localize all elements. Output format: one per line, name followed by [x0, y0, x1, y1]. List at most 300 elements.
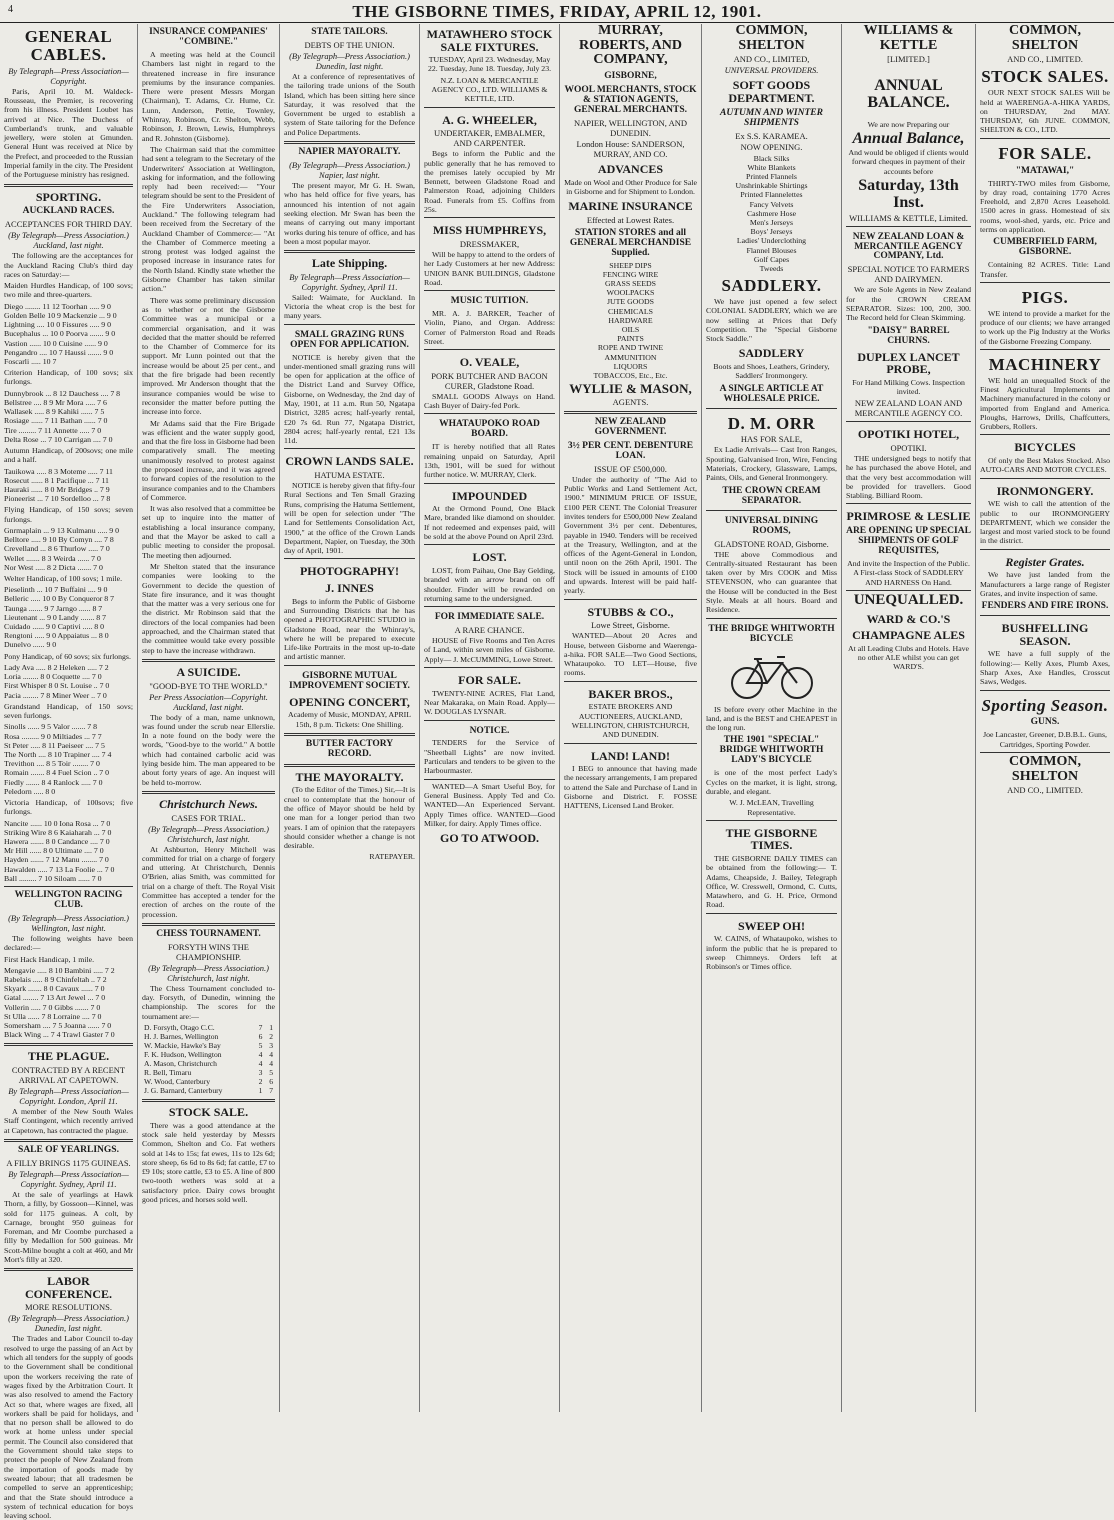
insurance-p4: Mr Adams said that the Fire Brigade was efficient and the water supply good, and that the fire loss in Gisborne had been comparatively small. The meeting unanimously resolved to protest against the proposed increase, and it was agreed to forward copies of the resolution to the insurance companies and to the Chambers of Commerce. — [142, 418, 275, 502]
lost-ad — [424, 544, 555, 603]
murray-towns: NAPIER, WELLINGTON, AND DUNEDIN. — [573, 117, 687, 138]
autumn-race: Autumn Handicap, of 200sovs; one mile and a half. — [4, 445, 133, 465]
concert-heading: OPENING CONCERT, — [289, 694, 410, 709]
matawhero-agents: N.Z. LOAN & MERCANTILE AGENCY CO., LTD. WILLIAMS & KETTLE, LTD. — [431, 75, 548, 104]
list-item: Gatal ........ 7 13 Art Jewel ... 7 0 — [4, 993, 106, 1003]
mayoralty-text: (To the Editor of the Times.) Sir,—It is cruel to contemplate that the honour of the office of Mayor should be held by one man for a longer period than two years. I am of opinion that the ratepayers should consider whether a change is not desirable. — [284, 785, 415, 851]
opotiki-heading: OPOTIKI HOTEL, — [857, 427, 960, 442]
ironmongery-heading: IRONMONGERY. — [996, 483, 1094, 498]
list-item: Diego ........ 11 12 Toorhan ..... 9 0 — [4, 301, 111, 311]
orr-text: Ex Ladie Arrivals— Cast Iron Ranges, Spouting, Galvanised Iron, Wire, Fencing Materials, Crockery, Glassware, Lamps, Paints, Oils, and General Ironmongery. — [706, 445, 837, 483]
unequalled-heading: UNEQUALLED. — [853, 591, 964, 608]
sweep-ad — [706, 913, 837, 972]
stock-sale-heading: STOCK SALE. — [168, 1105, 249, 1120]
sporting-season-block — [980, 690, 1110, 749]
bushfelling-heading: BUSHFELLING SEASON. — [1001, 621, 1089, 648]
list-item: Trevithon .... 8 5 Toir ........ 7 0 — [4, 759, 100, 769]
tailors-dateline: (By Telegraph—Press Association.) Dunedin, last night. — [289, 50, 410, 71]
table-cell: 4 — [269, 1059, 273, 1069]
list-item: White Blankets — [747, 162, 796, 172]
annual-balance-2: Annual Balance, — [852, 130, 965, 148]
nzloan-sub: SPECIAL NOTICE TO FARMERS AND DAIRYMEN. — [847, 264, 970, 285]
stubbs-ad — [564, 599, 697, 678]
list-item: Rosecut ...... 8 1 Pacifique ... 7 11 — [4, 475, 109, 485]
nzgov-sub: 3½ PER CENT. DEBENTURE LOAN. — [567, 440, 694, 461]
plague-heading: THE PLAGUE. — [27, 1049, 110, 1064]
list-item: Tauikowa ..... 8 3 Moteme ..... 7 11 — [4, 466, 113, 476]
list-item: St Peter ..... 8 11 Paeiseer .... 7 5 — [4, 740, 105, 750]
list-hack — [4, 966, 133, 1040]
table-cell: 7 — [258, 1023, 263, 1033]
photography-heading: PHOTOGRAPHY! — [299, 564, 400, 579]
wheeler-sub: UNDERTAKER, EMBALMER, AND CARPENTER. — [434, 128, 545, 149]
list-item: TOBACCOS, Etc., Etc. — [593, 371, 668, 381]
marine-heading: MARINE INSURANCE — [568, 199, 693, 214]
column-5 — [560, 24, 702, 1412]
crown-lands-ad — [284, 448, 415, 555]
cs-sub: AND CO., LIMITED. — [1007, 54, 1083, 65]
opotiki-ad — [846, 421, 971, 500]
table-cell: 3 — [269, 1041, 273, 1051]
yearlings-sub: A FILLY BRINGS 1175 GUINEAS. — [6, 1157, 131, 1168]
list-item: Hayden ....... 7 12 Manu ........ 7 0 — [4, 855, 109, 865]
list-item: Striking Wire 8 6 Kaiaharah ... 7 0 — [4, 827, 112, 837]
tailors-sub: DEBTS OF THE UNION. — [304, 39, 395, 50]
veale-ad — [424, 349, 555, 410]
wardco-heading: WARD & CO.'S — [866, 611, 951, 626]
daisy-heading: "DAISY" BARREL CHURNS. — [867, 325, 950, 346]
common-heading: COMMON, SHELTON — [735, 23, 808, 53]
baker-text: ESTATE BROKERS AND AUCTIONEERS, AUCKLAND, WELLINGTON, CHRISTCHURCH, AND DUNEDIN. — [571, 702, 690, 740]
table-row — [142, 1023, 275, 1032]
table-row — [142, 1068, 275, 1077]
list-item: Tweeds — [759, 263, 784, 273]
times-text: THE GISBORNE DAILY TIMES can be obtained from the following:— T. Adams, Cheapside, J. Bailey, Telegraph Office, W. Cresswell, Ormond, C. Cutts, Matawhero, and G. H. Price, Ormond Road. — [706, 853, 837, 910]
times-heading: THE GISBORNE TIMES. — [725, 825, 818, 853]
matawhero-text: TUESDAY, April 23. Wednesday, May 22. Tuesday, June 18. Tuesday, July 23. — [427, 55, 552, 74]
table-cell: H. J. Barnes, Wellington — [144, 1032, 219, 1042]
cumberfield-text: Containing 82 ACRES. Title: Land Transfer. — [980, 260, 1110, 279]
table-cell: F. K. Hudson, Wellington — [144, 1050, 222, 1060]
preparing-text: We are now Preparing our — [867, 119, 950, 129]
autumn-shipments: AUTUMN AND WINTER SHIPMENTS — [720, 107, 823, 128]
suicide-heading: A SUICIDE. — [176, 664, 241, 679]
now-opening: NOW OPENING. — [740, 141, 803, 152]
humphreys-ad — [424, 217, 555, 287]
primrose-ad — [846, 503, 971, 586]
murray-heading: MURRAY, ROBERTS, AND COMPANY, — [579, 23, 682, 68]
land-heading: LAND! LAND! — [591, 748, 670, 763]
softgoods-list — [706, 154, 837, 274]
list-item: First Whisper 8 0 St. Louise .. 7 0 — [4, 681, 110, 691]
late-shipping-text: Sailed: Waimate, for Auckland. In Victoria the wheat crop is the best for many years. — [284, 292, 415, 321]
advances-text: Made on Wool and Other Produce for Sale in Gisborne and for Shipment to London. — [564, 177, 697, 196]
list-item: Nor West ..... 8 2 Dicta ....... 7 0 — [4, 562, 103, 572]
nzloan-sign: NEW ZEALAND LOAN AND MERCANTILE AGENCY CO. — [854, 398, 963, 419]
list-item: Delta Rose ... 7 10 Carrigan .... 7 0 — [4, 434, 113, 444]
stock-sales-heading: STOCK SALES. — [981, 67, 1109, 87]
sweep-text: W. CAINS, of Whataupoko, wishes to inform the public that he is prepared to sweep Chimneys. Orders left at Robinson's or Times office. — [706, 934, 837, 972]
list-item: WOOLPACKS — [606, 288, 655, 298]
list-item: Skyark ....... 8 0 Cavaux ...... 7 0 — [4, 984, 105, 994]
crown-lands-heading: CROWN LANDS SALE. — [285, 454, 414, 469]
plague-text: A member of the New South Wales Staff Contingent, which recently arrived at Capetown, has contracted the plague. — [4, 1107, 133, 1135]
insurance-p2: The Chairman said that the committee had sent a telegram to the Secretary of the Underwriters' Association at Wellington, asking for information, and the following reply had been received:— "Your telegram should be sent to the President of the Fire Underwriters Association, Auckland." The following telegram had been received from the Secretary of the Auckland Chamber of Commerce:— "At the Chamber of Commerce meeting a strong protest was lodged against the proposed increase in insurance rates for the North Island. Kindly state whether the Gisborne Chamber has taken similar action." — [142, 144, 275, 294]
impounded-text: At the Ormond Pound, One Black Mare, branded like diamond on shoulder. If not redeemed and expenses paid, will be sold at the above Pound on April 23rd. — [424, 504, 555, 542]
murray-sub: WOOL MERCHANTS, STOCK & STATION AGENTS, GENERAL MERCHANTS. — [564, 85, 697, 115]
bicycle-heading: THE BRIDGE WHITWORTH BICYCLE — [708, 623, 835, 644]
general-cables-heading: GENERAL CABLES. — [24, 27, 113, 64]
list-autumn — [4, 467, 133, 504]
notice-ad — [424, 720, 555, 776]
nzloan-heading: NEW ZEALAND LOAN & MERCANTILE AGENCY COMPANY, Ltd. — [852, 231, 965, 262]
tailors-heading: STATE TAILORS. — [311, 27, 388, 37]
table-cell: 5 — [258, 1041, 263, 1051]
list-item: Vastion ...... 10 0 Cuisine ...... 9 0 — [4, 338, 108, 348]
table-cell: J. G. Barnard, Canterbury — [144, 1086, 223, 1096]
races-intro: The following are the acceptances for the Auckland Racing Club's third day races on Saturday:— — [4, 251, 133, 279]
list-item: ROPE AND TWINE — [597, 343, 664, 353]
list-item: Cuidado ...... 9 0 Captivi ..... 8 0 — [4, 622, 105, 632]
grates-block — [980, 549, 1110, 612]
machinery-text: WE hold an unequalled Stock of the Finest Agricultural Implements and Machinery manufactured in the colony or imported from England and America. Ploughs, Harrows, Drills, Chaffcutters, Grubbers, Rollers. — [980, 375, 1110, 432]
late-shipping-heading: Late Shipping. — [311, 256, 388, 271]
list-item: Sinolls ...... 9 5 Valor ....... 7 8 — [4, 722, 97, 732]
immediate-sale-sub: A RARE CHANCE. — [454, 625, 525, 636]
separator-heading: THE CROWN CREAM SEPARATOR. — [722, 485, 821, 506]
list-item: Rosiage ...... 7 11 Bathan ...... 7 0 — [4, 416, 108, 426]
whataupoko-heading: WHATAUPOKO ROAD BOARD. — [439, 419, 540, 440]
crown-lands-text: NOTICE is hereby given that fifty-four Rural Sections and Ten Small Grazing Runs, comprising the Hatuma Settlement, will be open for selection under "The Land for Settlements Consolidation Act, 1900," at the office of the Crown Lands Department, Napier, on Tuesday, the 30th day of April, 1901. — [284, 481, 415, 556]
champagne-text: At all Leading Clubs and Hotels. Have no other ALE whilst you can get WARD'S. — [847, 643, 970, 672]
universal-heading: UNIVERSAL DINING ROOMS, — [724, 515, 819, 536]
bushfelling-block — [980, 615, 1110, 686]
list-item: Pieselinth ... 10 7 Buffaini .... 9 0 — [4, 585, 108, 595]
list-item: HARDWARE — [608, 315, 653, 325]
list-item: Mengavie ..... 8 10 Bambini ..... 7 2 — [4, 965, 115, 975]
christchurch-heading: Christchurch News. — [159, 796, 258, 811]
bicycle-icon — [727, 649, 817, 701]
duplex-text: For Hand Milking Cows. Inspection invited. — [852, 377, 965, 397]
stubbs-sub: Lowe Street, Gisborne. — [591, 620, 670, 631]
list-item: Golden Belle 10 9 Mackenzie ... 9 0 — [4, 310, 117, 320]
pigs-heading: PIGS. — [1021, 287, 1069, 307]
orr-sub: HAS FOR SALE, — [740, 434, 803, 445]
list-item: AMMUNITION — [604, 352, 657, 362]
list-item: Bucephalus ... 10 0 Poorva ....... 9 0 — [4, 329, 116, 339]
late-shipping-dateline: By Telegraph—Press Association—Copyright. Sydney, April 11. — [289, 271, 410, 292]
special-bicycle-text: is one of the most perfect Lady's Cycles on the market, it is light, strong, durable, and elegant. — [706, 768, 837, 796]
wk-sign: WILLIAMS & KETTLE, Limited. — [849, 212, 968, 223]
table-row — [142, 1086, 275, 1095]
table-cell: 4 — [269, 1050, 273, 1060]
insurance-p6: Mr Shelton stated that the insurance companies were looking to the Government to decide the question of State fire insurance, and it was thought that the matter was a very serious one for the district. Mr Robinson said that the directors of the local companies had been approached, and the Chairman stated that the committee would take every possible step to have the increase withdrawn. — [142, 561, 275, 655]
fenders-heading: FENDERS AND FIRE IRONS. — [981, 601, 1109, 612]
universal-text: THE above Commodious and Centrally-situated Restaurant has been taken over by Mrs COOK and Miss STEVENSON, who can guarantee that the House will be conducted in the Best Style. Meals at all hours. Board and Residence. — [706, 549, 837, 615]
machinery-heading: MACHINERY — [988, 354, 1102, 374]
land-text: I BEG to announce that having made the necessary arrangements, I am prepared to attend the Sale and Purchase of Land in Gisborne and District. F. FOSSE HATTENS, Licensed Land Broker. — [564, 764, 697, 811]
list-item: FENCING WIRE — [602, 269, 659, 279]
list-item: Romain ....... 8 4 Fuel Scion .. 7 0 — [4, 768, 110, 778]
criterion-race: Criterion Handicap, of 100 sovs; six furlongs. — [4, 368, 133, 387]
suicide-dateline: Per Press Association—Copyright. Auckland, last night. — [149, 691, 268, 712]
veale-sub: PORK BUTCHER AND BACON CURER, Gladstone Road. — [431, 370, 548, 391]
sporting-heading: SPORTING. — [35, 189, 102, 204]
list-item: Pioneerist ... 7 10 Sordelloo ... 7 8 — [4, 494, 111, 504]
mclean: W. J. McLEAN, Travelling Representative. — [729, 798, 814, 817]
advances-heading: ADVANCES — [597, 161, 664, 176]
list-item: Flannel Blouses — [746, 245, 797, 255]
grates-heading: Register Grates. — [1005, 554, 1085, 569]
list-criterion — [4, 389, 133, 444]
wellington-dateline: (By Telegraph—Press Association.) Wellington, last night. — [8, 912, 129, 933]
times-ad — [706, 820, 837, 910]
orr-heading: D. M. ORR — [727, 413, 816, 433]
ironmongery-text: WE wish to call the attention of the public to our IRONMONGERY DEPARTMENT, which we consider the largest and most varied stock to be found in the district. — [980, 499, 1110, 546]
list-item: CHEMICALS — [607, 306, 654, 316]
for-sale-block — [980, 138, 1110, 279]
table-row — [142, 1059, 275, 1068]
pigs-text: WE intend to provide a market for the produce of our clients; we have arranged to work up the Pig Industry at the Works of the Gisborne Freezing Company. — [980, 308, 1110, 346]
list-item: Cashmere Hose — [746, 208, 797, 218]
races-dateline: (By Telegraph—Press Association.) Auckland, last night. — [8, 230, 129, 251]
goto-atwood: GO TO ATWOOD. — [439, 831, 540, 846]
veale-heading: O. VEALE, — [459, 355, 520, 370]
grazing-text: NOTICE is hereby given that the under-mentioned small grazing runs will be open for application at the office of the District Land and Survey Office, Gisborne, on Wednesday, the 2nd day of May, 1901, at 11 a.m. Run 50, Ngatapa District, 3285 acres; half-yearly rental, £20 7s 6d. Run 77, Ngatapa District, 2804 acres; half-yearly rental, £21 13s 11d. — [284, 352, 415, 446]
list-flying — [4, 526, 133, 572]
station-heading: STATION STORES and all GENERAL MERCHANDISE Supplied. — [569, 227, 692, 258]
table-row — [142, 1032, 275, 1041]
for-sale-text: TWENTY-NINE ACRES, Flat Land, Near Makaraka, on Main Road. Apply— W. DOUGLAS LYSNAR. — [424, 688, 555, 717]
pigs-block — [980, 282, 1110, 346]
marine-text: Effected at Lowest Rates. — [586, 214, 675, 225]
napier-mayoralty-text: The present mayor, Mr G. H. Swan, who has held office for five years, has announced his intention of not again seeking election. Mr Swan has been the means of carrying out many important works during his tenure of office, and has been a most popular mayor. — [284, 181, 415, 246]
list-item: OILS — [621, 325, 640, 335]
cs-heading: COMMON, SHELTON — [1009, 23, 1081, 53]
table-cell: 1 — [269, 1023, 273, 1033]
labor-text: The Trades and Labor Council to-day resolved to urge the passing of an Act by which all tenders for the supply of goods to the Government shall be conditional upon the workers receiving the rate of wages fixed by the Arbitration Court. It was also resolved to amend the Factory Act so that, where wages are fixed, all workers shall be paid for holidays, and that no person shall be allowed to do work at home unless under special permit. The Council also considered that the Government should take steps to protect the people of New Zealand from the importation of goods made by sweated labour; that all tradesmen be compelled to serve an apprenticeship; and that the State should introduce a system of technical education for boys leaving school. — [4, 1334, 133, 1520]
lost-heading: LOST. — [472, 550, 507, 565]
list-item: Peledorn ..... 8 0 — [4, 786, 56, 796]
oblige-text: And would be obliged if clients would forward cheques in payment of their accounts before — [848, 148, 969, 176]
list-item: Mr Hill ...... 8 0 Ultimate .... 7 0 — [4, 846, 104, 856]
matawai-heading: "MATAWAI," — [1015, 165, 1075, 176]
list-item: Rabelais ..... 8 9 Chinfeltah .. 7 2 — [4, 975, 107, 985]
wk-sub: [LIMITED.] — [887, 54, 930, 65]
list-item: Pacia ........ 7 8 Miner Weer .. 7 0 — [4, 690, 107, 700]
wanted-text: WANTED—A Smart Useful Boy, for General Business. Apply Ted and Co. WANTED—An Experienced Servant. Apply Times office. WANTED—Good Milker, for dairy. Apply Times office. — [424, 781, 555, 828]
lost-text: LOST, from Paihau, One Bay Gelding, branded with an arrow brand on off shoulder. Finder will be rewarded on returning same to the undersigned. — [424, 565, 555, 603]
list-item: Bellstree .... 8 9 Mr Mora ..... 7 6 — [4, 397, 107, 407]
cs-footer — [980, 752, 1110, 795]
wanted-ads — [424, 779, 555, 828]
tailors-text: At a conference of representatives of the tailoring trade unions of the South Island, which has been sitting here since Saturday, it was resolved that the Government be urged to establish a system of State tailoring for the Defence and Police Departments. — [284, 71, 415, 137]
stubbs-heading: STUBBS & CO., — [587, 604, 674, 619]
saddlery-heading: SADDLERY. — [721, 276, 822, 296]
matawhero-heading: MATAWHERO STOCK SALE FIXTURES. — [426, 27, 553, 54]
list-item: Men's Jerseys — [749, 217, 794, 227]
list-welter — [4, 585, 133, 649]
stock-sale-text: There was a good attendance at the stock sale held yesterday by Messrs Common, Shelton and Co. Fat wethers sold at 14s to 15s; fat ewes, 11s to 12s 6d; store sheep, 6s 6d to 8s 6d; fat cattle, £7 to £9 10s; store cattle, £3 to £5. A line of 800 two-tooth wethers was sold at a satisfactory price. Dairy cows brought good prices, and horses sold well. — [142, 1120, 275, 1204]
list-item: GRASS SEEDS — [605, 279, 656, 289]
grazing-runs-ad — [284, 324, 415, 446]
list-victoria — [4, 819, 133, 883]
list-item: Unshrinkable Shirtings — [735, 181, 808, 191]
table-cell: 6 — [258, 1032, 263, 1042]
auckland-races-heading: AUCKLAND RACES. — [22, 206, 115, 217]
list-item: Crevelland ... 8 6 Thurlow ..... 7 0 — [4, 544, 110, 554]
bicycles-block — [980, 434, 1110, 474]
list-item: Lady Ava ..... 8 2 Heleken ..... 7 2 — [4, 662, 109, 672]
victoria-race: Victoria Handicap, of 100sovs; five furlongs. — [4, 798, 133, 817]
chess-sub: FORSYTH WINS THE CHAMPIONSHIP. — [168, 941, 249, 962]
list-item: Gnrmaplain ... 9 13 Kulmanu ..... 9 0 — [4, 525, 119, 535]
list-item: Nancite ...... 10 0 Iona Rosa ... 7 0 — [4, 818, 111, 828]
bicycle-text: IS before every other Machine in the land, and is the BEST and CHEAPEST in the long run. — [706, 704, 837, 733]
immediate-sale-ad — [424, 606, 555, 664]
grandstand-race: Grandstand Handicap, of 150 sovs; seven furlongs. — [4, 701, 133, 721]
list-item: Hauraki ...... 8 0 Mr Bridges .. 7 9 — [4, 484, 110, 494]
softgoods-heading: SOFT GOODS DEPARTMENT. — [728, 78, 815, 105]
list-item: Wallasek ..... 8 9 Kahiki ...... 7 5 — [4, 407, 105, 417]
opotiki-sub: OPOTIKI. — [890, 442, 927, 453]
list-item: Foscarli ..... 10 7 — [4, 356, 57, 366]
table-cell: A. Mason, Christchurch — [144, 1059, 217, 1069]
bicycles-heading: BICYCLES — [1014, 440, 1076, 455]
saddlery-text: We have just opened a few select COLONIAL SADDLERY, which we are now selling at Prices that Defy Competition. The "Special Gisborne Stock Saddle." — [706, 296, 837, 344]
list-item: Hawalden ..... 7 13 La Foolie ... 7 0 — [4, 864, 115, 874]
immediate-sale-text: HOUSE of Five Rooms and Ten Acres of Land, within seven miles of Gisborne. Apply— J. McCUMMING, Lowe Street. — [424, 636, 555, 664]
list-item: PAINTS — [617, 334, 644, 344]
christchurch-sub: CASES FOR TRIAL. — [171, 812, 246, 823]
table-cell: 4 — [258, 1059, 263, 1069]
column-2 — [138, 24, 280, 1412]
insurance-p3: There was some preliminary discussion as to whether or not the Gisborne Committee was a municipal or a commercial organisation, and it was decided that the matter should be referred to the Chamber of Commerce for its support. Mr Lunn pointed out that the increase would be about 25 per cent., and that the fire brigade had been recently improved. Mr Anderson thought that the insurance companies would be wise to reconsider the matter before putting the increase into force. — [142, 295, 275, 417]
cs-footer-sub: AND CO., LIMITED. — [1007, 785, 1083, 796]
cumberfield-heading: CUMBERFIELD FARM, GISBORNE. — [993, 237, 1097, 258]
saddlery-items: Boots and Shoes, Leathers, Grindery, Saddlers' Ironmongery. — [713, 362, 830, 381]
welter-race: Welter Handicap, of 100 sovs; 1 mile. — [4, 573, 123, 583]
wk-heading: WILLIAMS & KETTLE — [863, 23, 954, 53]
wyllie-heading: WYLLIE & MASON, — [569, 381, 692, 397]
common-sub: AND CO., LIMITED, — [733, 54, 810, 65]
list-item: Lieutenant ... 9 0 Landy ....... 8 7 — [4, 612, 106, 622]
chess-text: The Chess Tournament concluded to-day. Forsyth, of Dunedin, winning the championship. The scores for the tournament are:— — [142, 983, 275, 1021]
veale-text: SMALL GOODS Always on Hand. Cash Buyer of Dairy-fed Pork. — [424, 391, 555, 411]
for-sale-ad — [424, 667, 555, 716]
list-item: Belltore ..... 9 10 By Comyn .... 7 8 — [4, 535, 114, 545]
notice-heading: NOTICE. — [469, 725, 510, 736]
napier-mayoralty-dateline: (By Telegraph—Press Association.) Napier, last night. — [289, 160, 410, 181]
impounded-heading: IMPOUNDED — [451, 488, 528, 503]
yearlings-heading: SALE OF YEARLINGS. — [18, 1144, 119, 1155]
list-item: Pengandro .... 10 7 Haussi ....... 9 0 — [4, 347, 114, 357]
sweep-heading: SWEEP OH! — [737, 918, 805, 933]
list-item: Rosa ......... 9 0 Miltiades ... 7 7 — [4, 731, 102, 741]
list-item: The North .... 8 10 Trapiner .... 7 4 — [4, 749, 112, 759]
special-bicycle-heading: THE 1901 "SPECIAL" BRIDGE WHITWORTH LADY'S BICYCLE — [719, 735, 824, 766]
ironmongery-block — [980, 478, 1110, 546]
primrose-heading: PRIMROSE & LESLIE — [846, 509, 971, 524]
pony-race: Pony Handicap, of 60 sovs; six furlongs. — [4, 651, 131, 661]
photographer-name: J. INNES — [325, 581, 374, 596]
goods-list — [564, 261, 697, 381]
flying-race: Flying Handicap, of 150 sovs; seven furlongs. — [4, 505, 133, 524]
list-item: Loria ........ 8 0 Coquette .... 7 0 — [4, 672, 102, 682]
plague-sub: CONTRACTED BY A RECENT ARRIVAL AT CAPETOWN. — [11, 1065, 126, 1086]
list-item: St Ulla ...... 7 8 Lorraine .... 7 0 — [4, 1011, 102, 1021]
page-number: 4 — [8, 4, 13, 15]
acceptances-heading: ACCEPTANCES FOR THIRD DAY. — [4, 219, 133, 230]
list-item: Ball ......... 7 10 Siloam ...... 7 0 — [4, 873, 102, 883]
column-7 — [842, 24, 976, 1412]
table-row — [142, 1077, 275, 1086]
christchurch-dateline: (By Telegraph—Press Association.) Christchurch, last night. — [148, 823, 269, 844]
insurance-p5: It was also resolved that a committee be set up to inquire into the matter of establishing a local insurance company, and that the Mayor be asked to call a public meeting to consider the proposal. The meeting then adjourned. — [142, 504, 275, 560]
saturday-heading: Saturday, 13th Inst. — [858, 176, 959, 211]
champagne-heading: CHAMPAGNE ALES — [852, 628, 965, 643]
whataupoko-ad — [424, 413, 555, 479]
list-item: Fiedly ....... 8 4 Ranlock ..... 7 0 — [4, 777, 103, 787]
list-item: Wellet ....... 8 3 Weirda ...... 7 0 — [4, 553, 101, 563]
cables-text: Paris, April 10. M. Waldeck-Rousseau, the Premier, is recovering from his illness. President Loubet has arrived at Nice. The Duchess of Cumberland's trunk, and valuable jewellery, were stolen at Gmunden. General Hunt was received at Nice by the Prefect, and proceeded to the Russian Imperial family in the city. The President of the Portuguese ministry has resigned. — [4, 86, 133, 180]
primrose-text: And invite the Inspection of the Public. A First-class Stock of SADDLERY AND HARNESS On Hand. — [847, 558, 970, 587]
tuition-ad — [424, 290, 555, 346]
hack-race: First Hack Handicap, 1 mile. — [4, 954, 95, 964]
baker-heading: BAKER BROS., — [588, 686, 673, 701]
table-cell: 1 — [258, 1086, 263, 1096]
saddlery-heading-2: SADDLERY — [738, 346, 805, 361]
universal-ad — [706, 510, 837, 615]
for-sale-heading-2: FOR SALE. — [998, 143, 1092, 163]
for-sale-heading: FOR SALE. — [458, 673, 521, 688]
crown-lands-sub: HATUMA ESTATE. — [314, 470, 385, 481]
cables-dateline: By Telegraph—Press Association—Copyright. — [8, 65, 129, 86]
primrose-sub: ARE OPENING UP SPECIAL SHIPMENTS OF GOLF REQUISITES, — [846, 526, 971, 556]
common-tag: UNIVERSAL PROVIDERS. — [724, 65, 819, 76]
mayoralty-heading: THE MAYORALTY. — [295, 769, 404, 784]
tuition-text: MR. A. J. BARKER, Teacher of Violin, Piano, and Organ. Address: Corner of Palmerston Road and Reads Street. — [424, 309, 555, 346]
list-grandstand — [4, 722, 133, 796]
concert-ad — [284, 665, 415, 729]
column-6 — [702, 24, 842, 1412]
universal-sub: GLADSTONE ROAD, Gisborne. — [714, 538, 829, 549]
list-item: Tire ......... 7 11 Annette ..... 7 0 — [4, 425, 102, 435]
table-cell: W. Mackie, Hawke's Bay — [144, 1041, 221, 1051]
stubbs-text: WANTED—About 20 Acres and House, between Gisborne and Waerenga-a-hika. FOR SALE—Two Good Sections, Whataupoko. TO LET—House, five rooms. — [564, 631, 697, 678]
masthead — [0, 0, 1114, 23]
column-3 — [280, 24, 420, 1412]
labor-sub: MORE RESOLUTIONS. — [25, 1302, 112, 1313]
plague-dateline: By Telegraph—Press Association—Copyright. London, April 11. — [8, 1086, 129, 1107]
list-item: Golf Capes — [753, 254, 790, 264]
table-cell: 2 — [269, 1032, 273, 1042]
tuition-heading: MUSIC TUITION. — [450, 296, 529, 307]
list-item: Dunelvo ...... 9 0 — [4, 640, 57, 650]
list-item: Rengtoni ..... 9 0 Appaiatus ... 8 0 — [4, 631, 109, 641]
wheeler-text: Begs to inform the Public and the public generally that he has removed to the premises lately occupied by Mr Bennett, between Gladstone Road and Palmerston Road, adjoining Childers Road. Funerals from £5. Coffins from 25s. — [424, 149, 555, 215]
grates-text: We have just landed from the Manufacturers a large range of Register Grates, and invite inspection of same. — [980, 570, 1110, 598]
table-cell: D. Forsyth, Otago C.C. — [144, 1023, 215, 1033]
list-item: Vollerin ..... 7 0 Gibbs ....... 7 0 — [4, 1002, 101, 1012]
table-cell: 6 — [269, 1077, 273, 1087]
orr-ad — [706, 408, 837, 507]
table-cell: 2 — [258, 1077, 263, 1087]
duplex-heading: DUPLEX LANCET PROBE, — [857, 349, 960, 377]
table-row — [142, 1041, 275, 1050]
concert-text: Academy of Music, MONDAY, APRIL 15th, 8 p.m. Tickets: One Shilling. — [287, 710, 412, 729]
table-cell: 4 — [258, 1050, 263, 1060]
